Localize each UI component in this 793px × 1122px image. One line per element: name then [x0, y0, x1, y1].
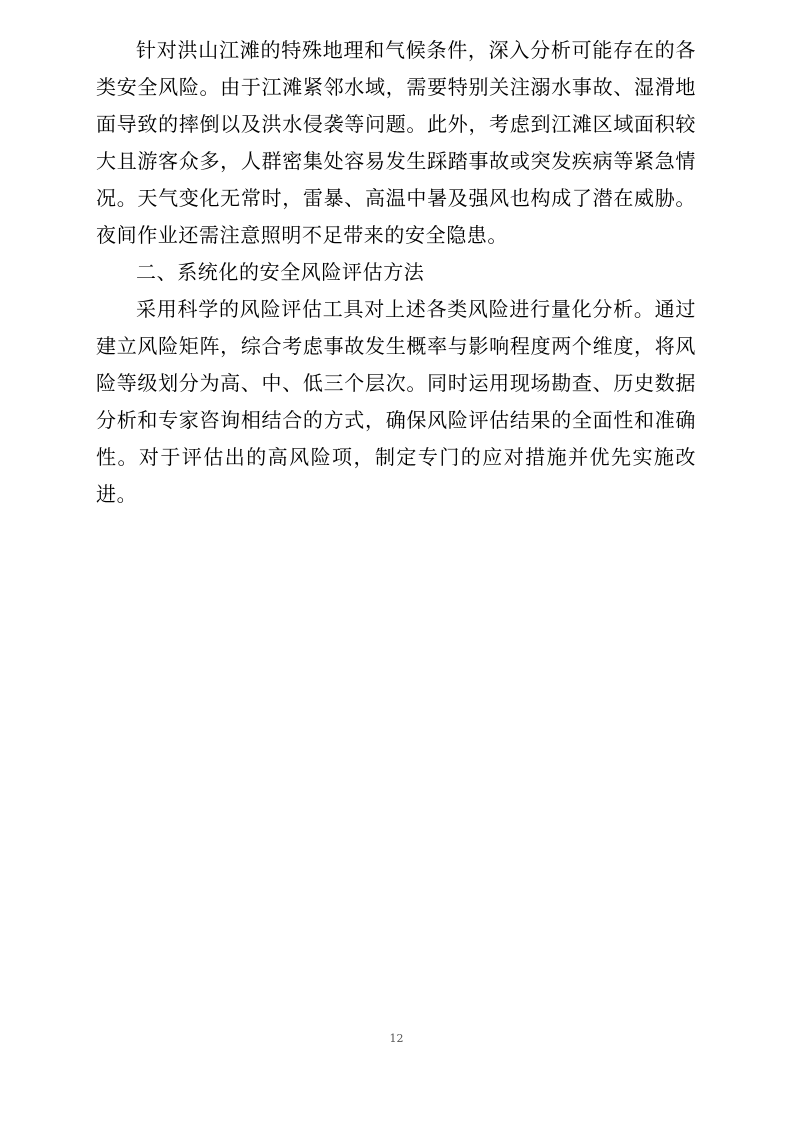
section-heading: 二、系统化的安全风险评估方法: [136, 260, 425, 284]
page-number: 12: [389, 1032, 404, 1045]
risk-assessment-paragraph: 采用科学的风险评估工具对上述各类风险进行量化分析。通过建立风险矩阵，综合考虑事故发生概率与影响程度两个维度，将风险等级划分为高、中、低三个层次。同时运用现场勘查、历史数据分析和专家咨询相结合的方式，确保风险评估结果的全面性和准确性。对于评估出的高风险项，制定专门的应对措施并优先实施改进。: [96, 297, 696, 506]
page-content: [96, 32, 696, 513]
risk-analysis-paragraph: 针对洪山江滩的特殊地理和气候条件，深入分析可能存在的各类安全风险。由于江滩紧邻水域，需要特别关注溺水事故、湿滑地面导致的摔倒以及洪水侵袭等问题。此外，考虑到江滩区域面积较大且游客众多，人群密集处容易发生踩踏事故或突发疾病等紧急情况。天气变化无常时，雷暴、高温中暑及强风也构成了潜在威胁。夜间作业还需注意照明不足带来的安全隐患。: [96, 38, 696, 247]
